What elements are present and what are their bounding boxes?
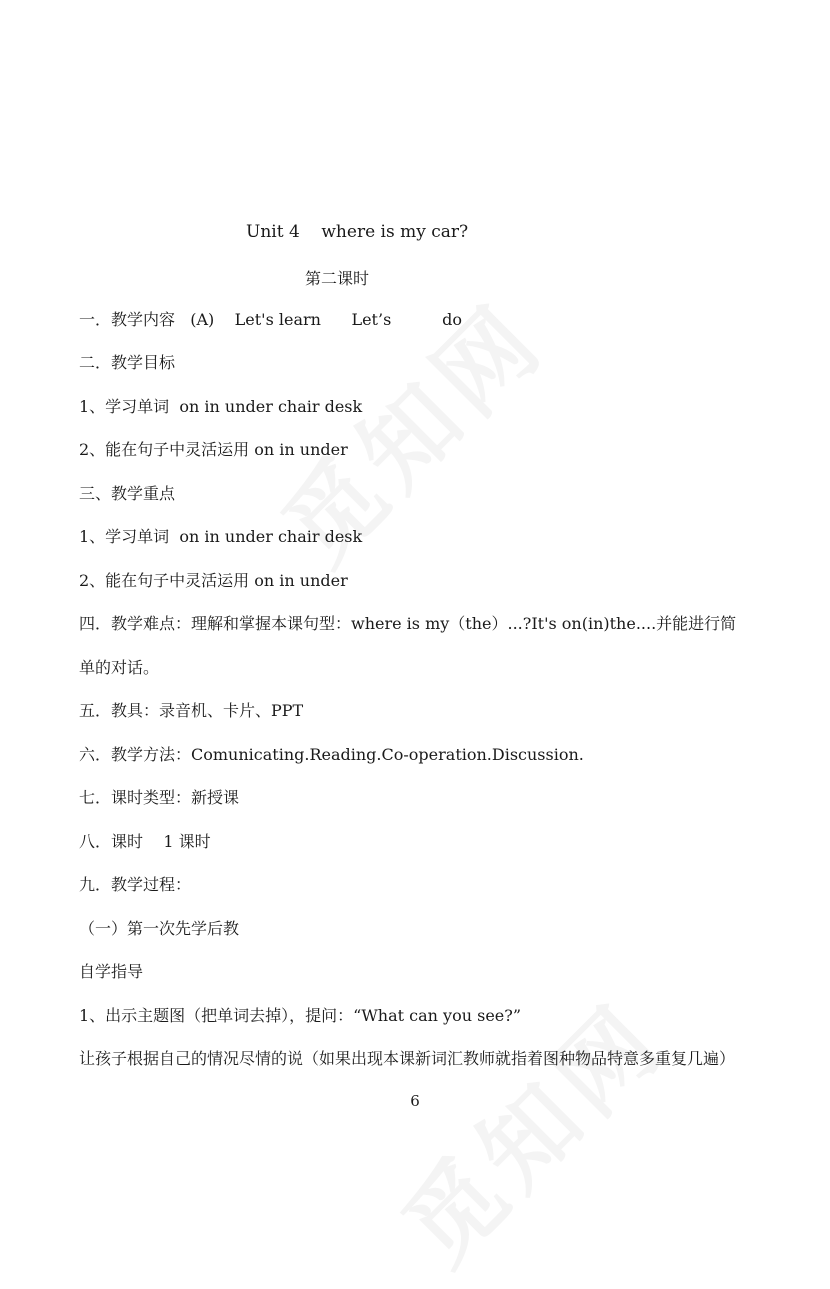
key-point-item-2: 2、能在句子中灵活运用 on in under <box>79 571 348 590</box>
section-difficulties-continued: 单的对话。 <box>79 658 160 677</box>
document-subtitle: 第二课时 <box>305 269 370 288</box>
page-number: 6 <box>410 1092 420 1110</box>
guide-step-1: 1、出示主题图（把单词去掉），提问：“What can you see?” <box>79 1006 522 1025</box>
subsection-first-study: （一）第一次先学后教 <box>79 919 240 938</box>
section-teaching-content: 一．教学内容 (A) Let's learn Let’s do <box>79 310 463 329</box>
document-title: Unit 4 where is my car? <box>246 222 469 242</box>
section-teaching-aids: 五．教具：录音机、卡片、PPT <box>79 701 304 720</box>
section-teaching-process: 九．教学过程： <box>79 875 192 894</box>
section-lesson-hours: 八．课时 1 课时 <box>79 832 211 851</box>
section-teaching-methods: 六．教学方法：Comunicating.Reading.Co-operation.Discussion. <box>79 745 584 764</box>
goal-item-1: 1、学习单词 on in under chair desk <box>79 397 363 416</box>
guide-step-1-detail: 让孩子根据自己的情况尽情的说（如果出现本课新词汇教师就指着图种物品特意多重复几遍） <box>79 1049 736 1068</box>
section-teaching-goals: 二．教学目标 <box>79 353 176 372</box>
section-difficulties: 四．教学难点：理解和掌握本课句型：where is my（the）...?It's on(in)the....并能进行简 <box>79 614 737 633</box>
goal-item-2: 2、能在句子中灵活运用 on in under <box>79 440 348 459</box>
key-point-item-1: 1、学习单词 on in under chair desk <box>79 527 363 546</box>
section-key-points: 三、教学重点 <box>79 484 176 503</box>
section-lesson-type: 七．课时类型：新授课 <box>79 788 240 807</box>
self-study-guide: 自学指导 <box>79 962 144 981</box>
